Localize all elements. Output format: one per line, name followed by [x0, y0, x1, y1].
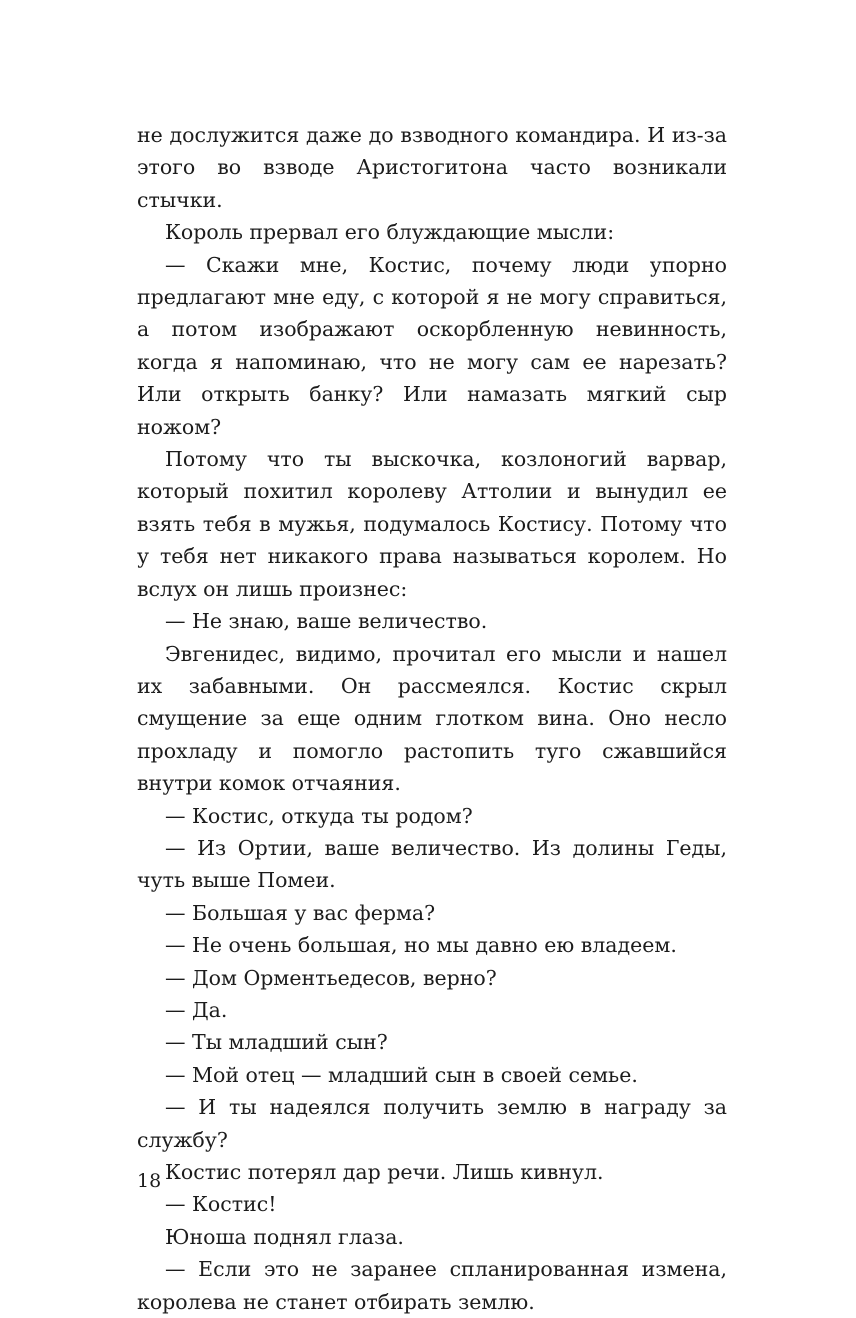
page-number: 18 — [137, 1170, 162, 1192]
paragraph-6: Эвгенидес, видимо, прочитал его мысли и нашел их забавными. Он рассмеялся. Костис скрыл смущение за еще одним глотком вина. Оно несло прохладу и помогло растопить туго сжавшийся внутри комок отчаяния. — [137, 641, 727, 796]
paragraph-4: Потому что ты выскочка, козлоногий варвар, который похитил королеву Аттолии и вынудил ее взять тебя в мужья, подумалось Костису. Потому что у тебя нет никакого права называться королем. Но вслух он лишь произнес: — [137, 447, 727, 601]
paragraph-12: — Да. — [165, 997, 228, 1022]
paragraph-13: — Ты младший сын? — [165, 1030, 388, 1055]
paragraph-1: не дослужится даже до взводного командира. И из-за этого во взводе Аристогитона часто возникали стычки. — [137, 123, 727, 212]
paragraph-18: Юноша поднял глаза. — [165, 1224, 404, 1249]
paragraph-11: — Дом Орментьедесов, верно? — [165, 965, 497, 990]
page-text — [137, 119, 727, 1318]
paragraph-15: — И ты надеялся получить землю в награду за службу? — [137, 1095, 727, 1152]
paragraph-9: — Большая у вас ферма? — [165, 900, 436, 925]
paragraph-19: — Если это не заранее спланированная измена, королева не станет отбирать землю. — [137, 1257, 727, 1314]
paragraph-3: — Скажи мне, Костис, почему люди упорно предлагают мне еду, с которой я не могу справиться, а потом изображают оскорбленную невинность, когда я напоминаю, что не могу сам ее нарезать? Или открыть банку? Или намазать мягкий сыр ножом? — [137, 252, 727, 439]
paragraph-17: — Костис! — [165, 1192, 277, 1217]
paragraph-7: — Костис, откуда ты родом? — [165, 803, 473, 828]
paragraph-16: Костис потерял дар речи. Лишь кивнул. — [165, 1160, 604, 1184]
paragraph-5: — Не знаю, ваше величество. — [165, 609, 488, 634]
paragraph-8: — Из Ортии, ваше величество. Из долины Геды, чуть выше Помеи. — [137, 835, 727, 893]
paragraph-14: — Мой отец — младший сын в своей семье. — [165, 1062, 638, 1087]
paragraph-2: Король прервал его блуждающие мысли: — [165, 220, 615, 245]
paragraph-10: — Не очень большая, но мы давно ею владеем. — [165, 933, 677, 958]
